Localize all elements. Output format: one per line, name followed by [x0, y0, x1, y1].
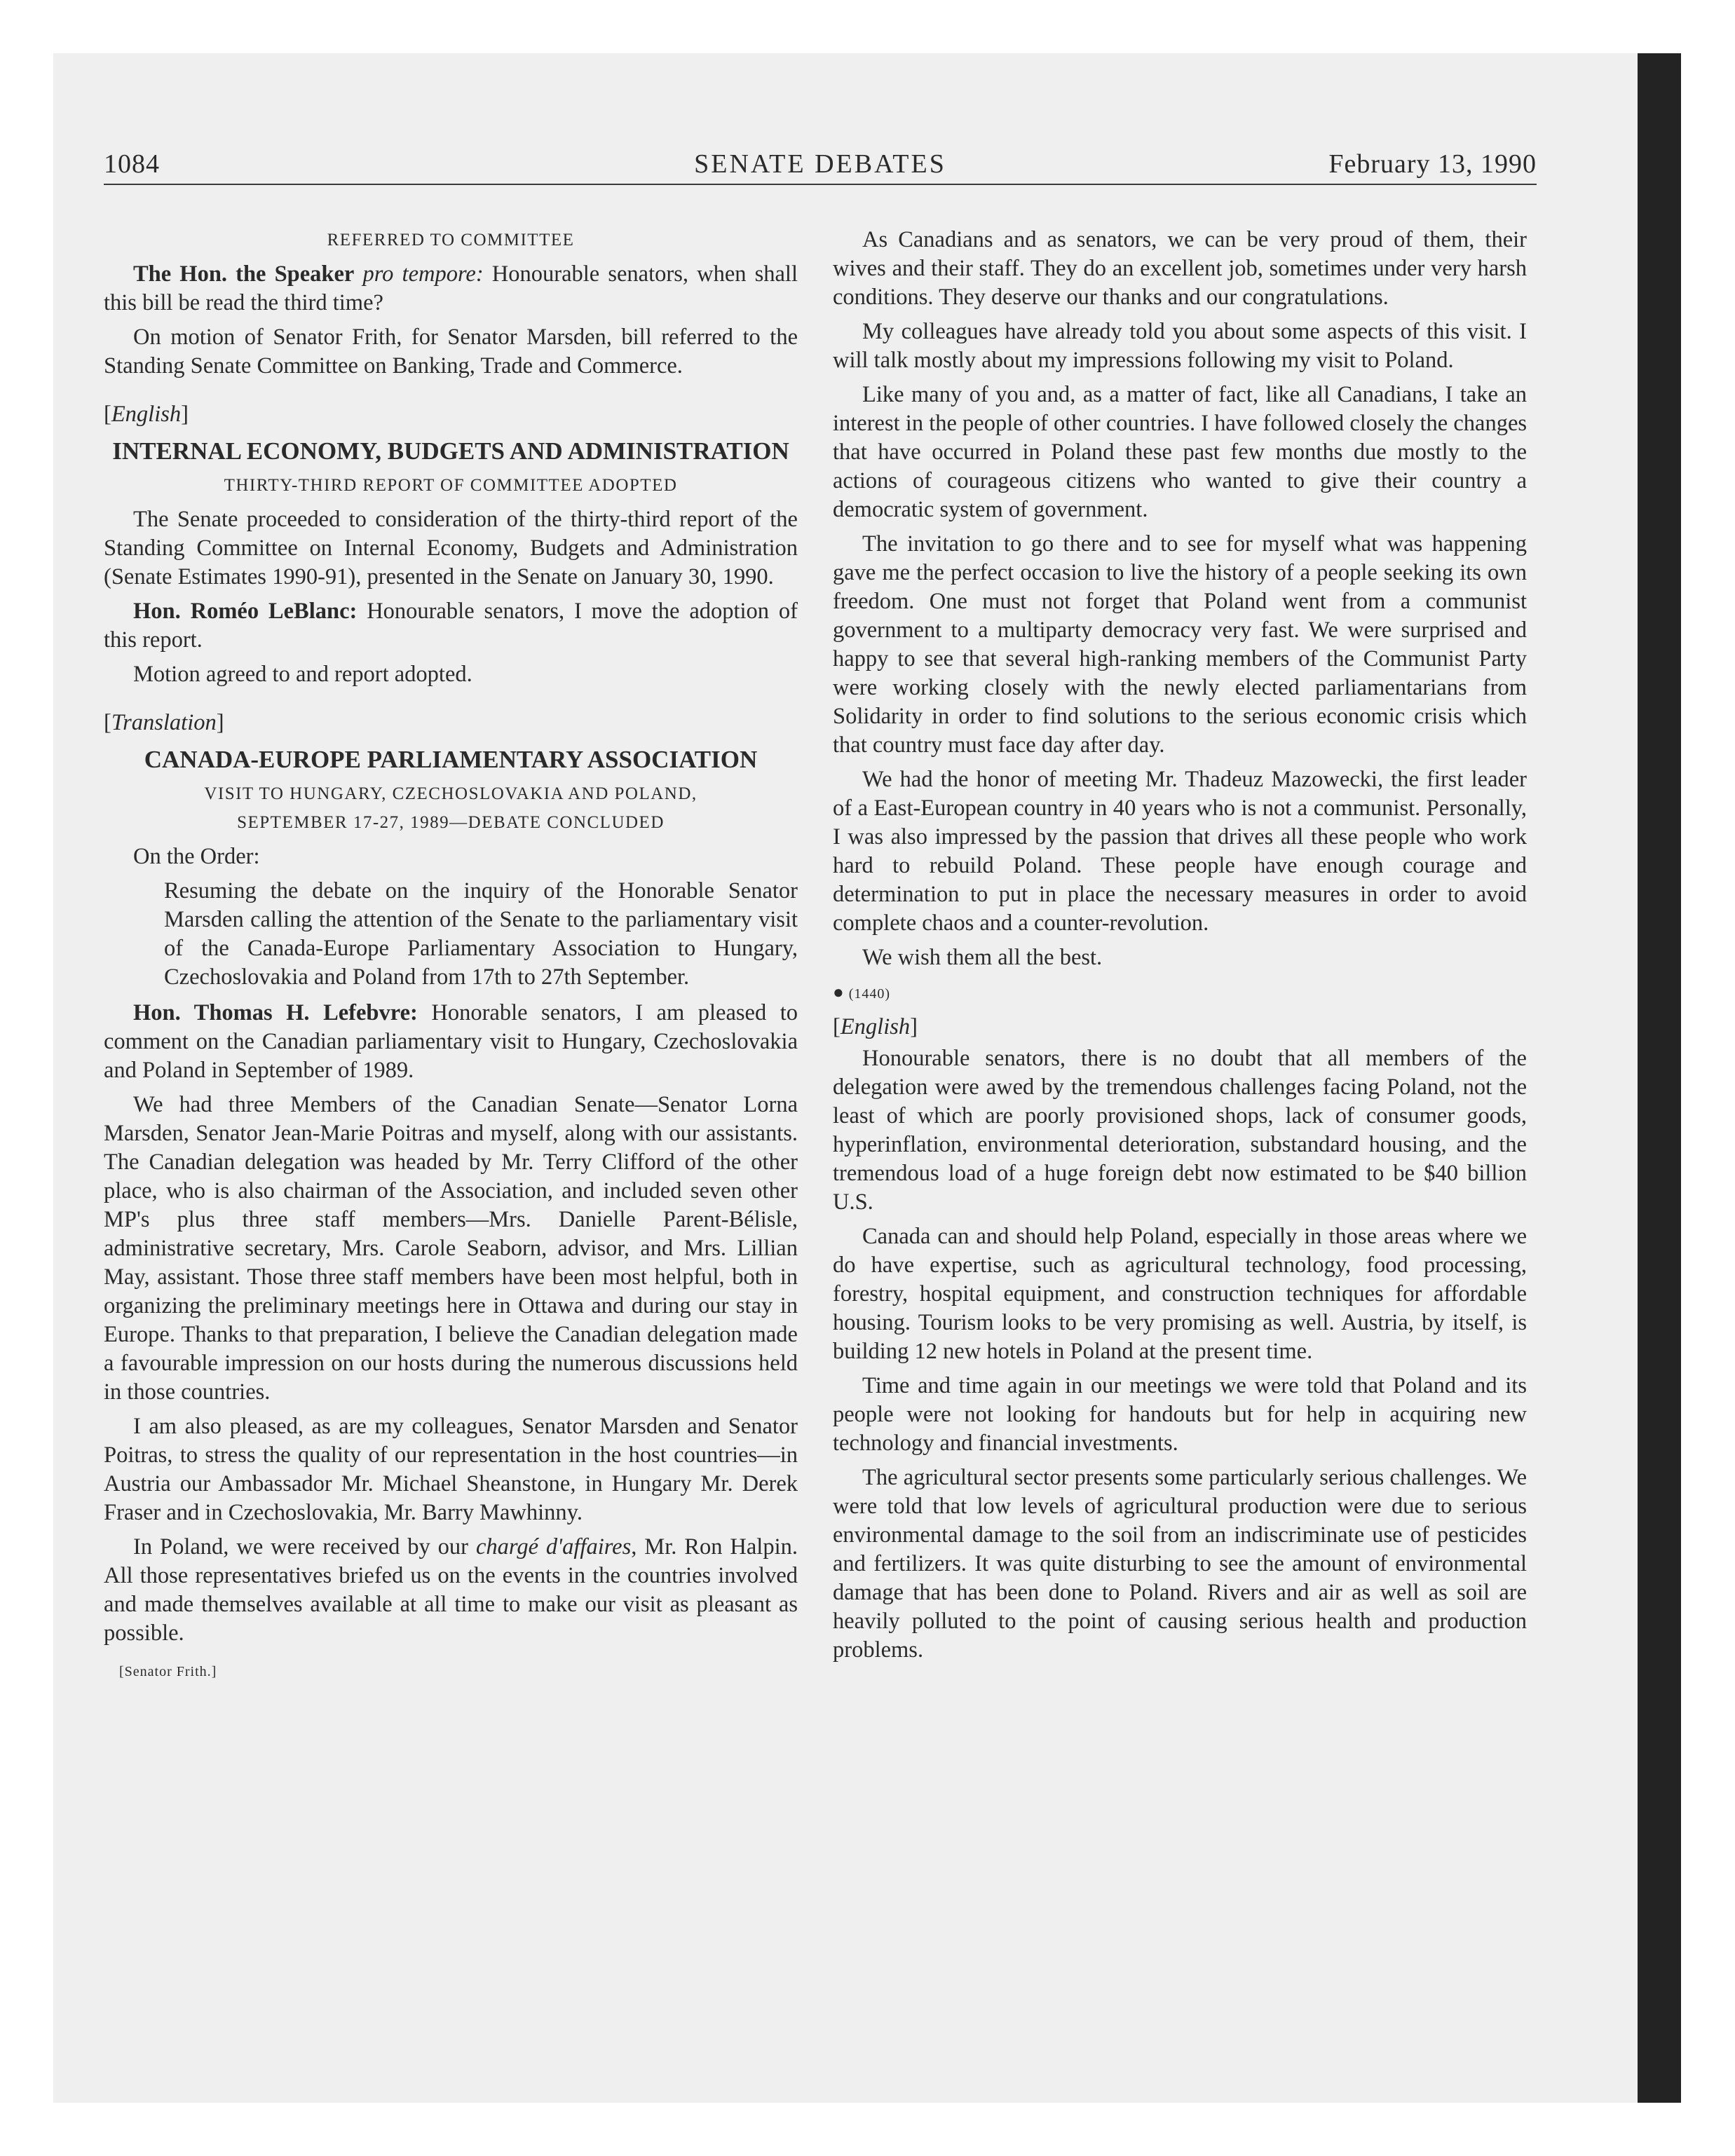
page-header — [104, 149, 1537, 188]
paragraph: We had three Members of the Canadian Senate—Senator Lorna Marsden, Senator Jean-Marie Poitras and myself, along with our assistants. The Canadian delegation was headed by Mr. Terry Clifford of the other place, who is also chairman of the Association, and included seven other MP's plus three staff members—Mrs. Danielle Parent-Bélisle, administrative secretary, Mrs. Carole Seaborn, advisor, and Mrs. Lillian May, assistant. Those three staff members have been most helpful, both in organizing the preliminary meetings here in Ottawa and during our stay in Europe. Thanks to that preparation, I believe the Canadian delegation made a favourable impression on our hosts during the numerous discussions held in those countries. — [104, 1092, 798, 1405]
paragraph: Like many of you and, as a matter of fact, like all Canadians, I take an interest in the people of other countries. I have followed closely the changes that have occurred in Poland these past few months due mostly to the actions of courageous citizens who wanted to give their country a democratic system of government. — [833, 382, 1528, 522]
paragraph: Motion agreed to and report adopted. — [133, 662, 472, 687]
language-marker: [Translation] — [104, 710, 224, 735]
paragraph: As Canadians and as senators, we can be very proud of them, their wives and their staff. They do an excellent job, sometimes under very harsh conditions. They deserve our thanks and our congratulations. — [833, 227, 1527, 310]
right-column — [833, 226, 1527, 1670]
speaker-paragraph: Hon. Thomas H. Lefebvre: Honorable senators, I am pleased to comment on the Canadian parliamentary visit to Hungary, Czechoslovakia and Poland in September of 1989. — [104, 1000, 798, 1083]
paragraph: On the Order: — [133, 844, 260, 869]
italic-term: chargé d'affaires — [475, 1534, 632, 1560]
header-rule — [104, 184, 1537, 185]
publication-title: SENATE DEBATES — [694, 149, 946, 179]
bullet-icon: ● — [833, 982, 845, 1002]
speaker-paragraph: The Hon. the Speaker pro tempore: Honourable senators, when shall this bill be read the third time? — [104, 261, 798, 315]
section-subtitle-visit: VISIT TO HUNGARY, CZECHOSLOVAKIA AND POLAND, — [204, 784, 698, 803]
left-column — [104, 226, 798, 1686]
section-title-internal-economy: INTERNAL ECONOMY, BUDGETS AND ADMINISTRATION — [112, 437, 789, 465]
speaker-name: The Hon. the Speaker — [133, 261, 355, 287]
paragraph: My colleagues have already told you about some aspects of this visit. I will talk mostly about my impressions following my visit to Poland. — [833, 319, 1527, 373]
section-title-canada-europe: CANADA-EUROPE PARLIAMENTARY ASSOCIATION — [144, 746, 758, 773]
order-quote: Resuming the debate on the inquiry of the Honorable Senator Marsden calling the attention of the Senate to the parliamentary visit of the Canada-Europe Parliamentary Association to Hungary, Czechoslovakia and Poland from 17th to 27th September. — [164, 878, 798, 990]
section-heading-referred: REFERRED TO COMMITTEE — [327, 231, 575, 250]
paragraph: The agricultural sector presents some particularly serious challenges. We were told that low levels of agricultural production were due to serious environmental damage to the soil from an indiscriminate use of pesticides and fertilizers. It was quite disturbing to see the amount of environmental damage that has been done to Poland. Rivers and air as well as soil are heavily polluted to the point of causing serious health and production problems. — [833, 1465, 1527, 1663]
time-marker: ● (1440) — [833, 982, 891, 1002]
speaker-role: pro tempore: — [362, 261, 484, 287]
page-footer: [Senator Frith.] — [119, 1664, 217, 1679]
paragraph: The Senate proceeded to consideration of the thirty-third report of the Standing Committee on Internal Economy, Budgets and Administration (Senate Estimates 1990-91), presented in the Senate on January 30, 1990. — [104, 507, 798, 589]
speaker-name: Hon. Roméo LeBlanc: — [133, 599, 358, 624]
paragraph: On motion of Senator Frith, for Senator Marsden, bill referred to the Standing Senate Committee on Banking, Trade and Commerce. — [104, 325, 798, 378]
binding-edge — [1638, 53, 1681, 2103]
paragraph: Honourable senators, there is no doubt that all members of the delegation were awed by the tremendous challenges facing Poland, not the least of which are poorly provisioned shops, lack of consumer goods, hyperinflation, environmental deterioration, substandard housing, and the tremendous load of a huge foreign debt now estimated to be $40 billion U.S. — [833, 1046, 1527, 1215]
paragraph: Canada can and should help Poland, especially in those areas where we do have expertise, such as agricultural technology, food processing, forestry, hospital equipment, and construction techniques for affordable housing. Tourism looks to be very promising as well. Austria, by itself, is building 12 new hotels in Poland at the present time. — [833, 1224, 1527, 1364]
paragraph: The invitation to go there and to see for myself what was happening gave me the perfect occasion to live the history of a people seeking its own freedom. One must not forget that Poland went from a communist government to a multiparty democracy very fast. We were surprised and happy to see that several high-ranking members of the Communist Party were working closely with the newly elected parliamentarians from Solidarity in order to find solutions to the serious economic crisis which that country must face day after day. — [833, 531, 1527, 758]
paragraph: We had the honor of meeting Mr. Thadeuz Mazowecki, the first leader of a East-European country in 40 years who is not a communist. Personally, I was also impressed by the passion that drives all these people who work hard to rebuild Poland. These people have enough courage and determination to put in place the necessary measures in order to avoid complete chaos and a counter-revolution. — [833, 767, 1527, 936]
paragraph: Time and time again in our meetings we were told that Poland and its people were not looking for handouts but for help in acquiring new technology and financial investments. — [833, 1373, 1527, 1456]
language-marker: [English] — [833, 1014, 918, 1039]
section-subtitle-dates: SEPTEMBER 17-27, 1989—DEBATE CONCLUDED — [237, 813, 665, 832]
paragraph: We wish them all the best. — [862, 945, 1103, 970]
speaker-name: Hon. Thomas H. Lefebvre: — [133, 1000, 418, 1025]
section-subtitle-report: THIRTY-THIRD REPORT OF COMMITTEE ADOPTED — [224, 476, 678, 495]
language-marker: [English] — [104, 402, 189, 427]
speaker-paragraph: Hon. Roméo LeBlanc: Honourable senators, I move the adoption of this report. — [104, 599, 798, 653]
paragraph: In Poland, we were received by our chargé d'affaires, Mr. Ron Halpin. All those representatives briefed us on the events in the countries involved and made themselves available at all time to make our visit as pleasant as possible. — [104, 1534, 798, 1646]
page-date: February 13, 1990 — [1328, 149, 1537, 179]
page-number: 1084 — [104, 149, 160, 179]
paragraph: I am also pleased, as are my colleagues, Senator Marsden and Senator Poitras, to stress the quality of our representation in the host countries—in Austria our Ambassador Mr. Michael Sheanstone, in Hungary Mr. Derek Fraser and in Czechoslovakia, Mr. Barry Mawhinny. — [104, 1414, 798, 1525]
